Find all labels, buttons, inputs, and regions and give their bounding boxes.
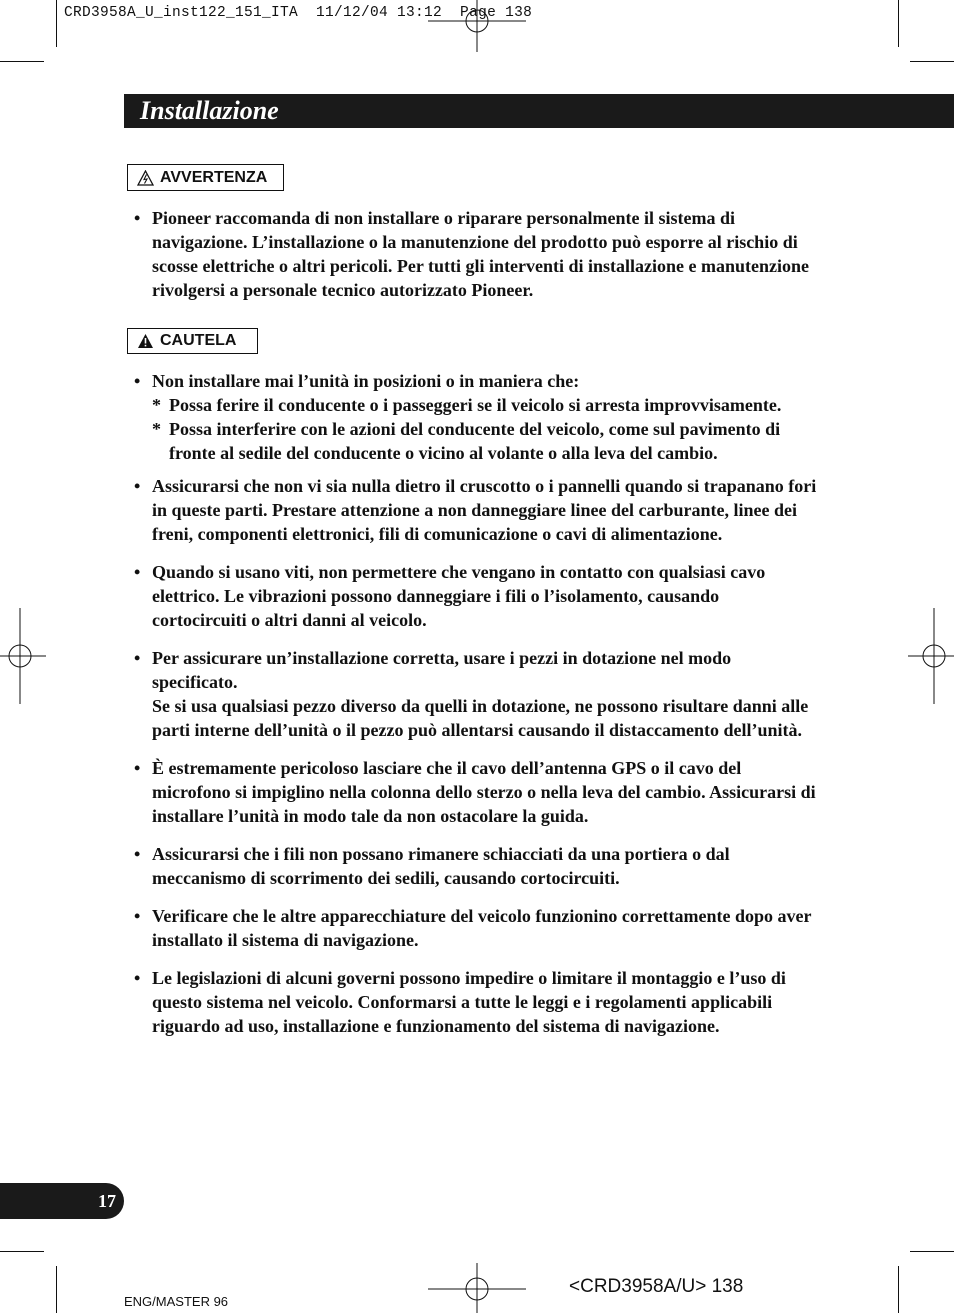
crop-mark xyxy=(0,61,44,62)
registration-mark-icon xyxy=(428,1263,526,1313)
exclamation-warning-icon xyxy=(137,333,154,349)
caution-label-text: CAUTELA xyxy=(160,332,237,349)
warning-content xyxy=(134,206,818,302)
registration-mark-icon xyxy=(908,608,954,704)
print-slug-line: CRD3958A_U_inst122_151_ITA 11/12/04 13:12 Page 138 xyxy=(64,5,533,21)
caution-list-item: • Quando si usano viti, non permettere che vengano in contatto con qualsiasi cavo elettrico. Le vibrazioni possono danneggiare i fili o l’isolamento, causando cortocircuiti o altri danni al veicolo. xyxy=(134,560,818,632)
caution-item-text: • Per assicurare un’installazione corretta, usare i pezzi in dotazione nel modo specificato. xyxy=(152,648,732,692)
caution-sub-item-text: Possa ferire il conducente o i passeggeri se il veicolo si arresta improvvisamente. xyxy=(169,395,782,415)
crop-mark xyxy=(910,1251,954,1252)
page-number: 17 xyxy=(98,1191,116,1211)
crop-mark xyxy=(56,1266,57,1313)
footer-master-code: ENG/MASTER 96 xyxy=(124,1294,229,1309)
caution-list-item: • È estremamente pericoloso lasciare che il cavo dell’antenna GPS o il cavo del microfono si impiglino nella colonna dello sterzo o nella leva del cambio. Assicurarsi di installare l’unità in modo tale da non ostacolare la guida. xyxy=(134,756,818,828)
caution-list-item: • Le legislazioni di alcuni governi possono impedire o limitare il montaggio e l’uso di questo sistema nel veicolo. Conformarsi a tutte le leggi e i regolamenti applicabili riguardo ad uso, installazione e funzionamento del sistema di navigazione. xyxy=(134,966,818,1038)
section-title: Installazione xyxy=(140,96,279,125)
crop-mark xyxy=(56,0,57,47)
crop-mark xyxy=(0,1251,44,1252)
caution-sub-item xyxy=(152,393,818,417)
caution-sub-item xyxy=(152,417,818,465)
caution-list-item: • Assicurarsi che non vi sia nulla dietro il cruscotto o i pannelli quando si trapanano fori in queste parti. Prestare attenzione a non danneggiare linee del carburante, linee dei freni, componenti elettronici, fili di comunicazione o cavi di alimentazione. xyxy=(134,474,818,546)
crop-mark xyxy=(898,0,899,47)
caution-item-text: Se si usa qualsiasi pezzo diverso da quelli in dotazione, ne possono risultare danni alle parti interne dell’unità o il pezzo può allentarsi causando il distaccamento dell’unità. xyxy=(152,696,809,740)
crop-mark xyxy=(898,1266,899,1313)
caution-list-item: • Assicurarsi che i fili non possano rimanere schiacciati da una portiera o dal meccanismo di scorrimento dei sedili, causando cortocircuiti. xyxy=(134,842,818,890)
electric-hazard-warning-icon xyxy=(137,170,154,186)
caution-label xyxy=(127,328,258,354)
caution-list-item xyxy=(134,369,818,465)
sub-item-marker: * xyxy=(152,419,161,439)
warning-list-item: • Pioneer raccomanda di non installare o riparare personalmente il sistema di navigazione. L’installazione o la manutenzione del prodotto può esporre al rischio di scosse elettriche o altri pericoli. Per tutti gli interventi di installazione e manutenzione rivolgersi a personale tecnico autorizzato Pioneer. xyxy=(134,206,818,302)
caution-list xyxy=(134,369,818,1038)
footer-document-code: <CRD3958A/U> 138 xyxy=(569,1276,744,1297)
caution-item-text: • Non installare mai l’unità in posizioni o in maniera che: xyxy=(152,371,580,391)
sub-item-marker: * xyxy=(152,395,161,415)
caution-content xyxy=(134,369,818,1038)
section-title-bar xyxy=(124,94,954,128)
registration-mark-icon xyxy=(428,0,526,52)
caution-list-item: • Verificare che le altre apparecchiature del veicolo funzionino correttamente dopo aver installato il sistema di navigazione. xyxy=(134,904,818,952)
registration-mark-icon xyxy=(0,608,46,704)
caution-list-item xyxy=(134,646,818,742)
warning-label xyxy=(127,164,284,191)
page-number-tab xyxy=(0,1183,124,1219)
warning-list xyxy=(134,206,818,302)
caution-sub-item-text: Possa interferire con le azioni del conducente del veicolo, come sul pavimento di fronte al sedile del conducente o vicino al volante o alla leva del cambio. xyxy=(169,419,781,463)
warning-label-text: AVVERTENZA xyxy=(160,168,268,186)
crop-mark xyxy=(910,61,954,62)
